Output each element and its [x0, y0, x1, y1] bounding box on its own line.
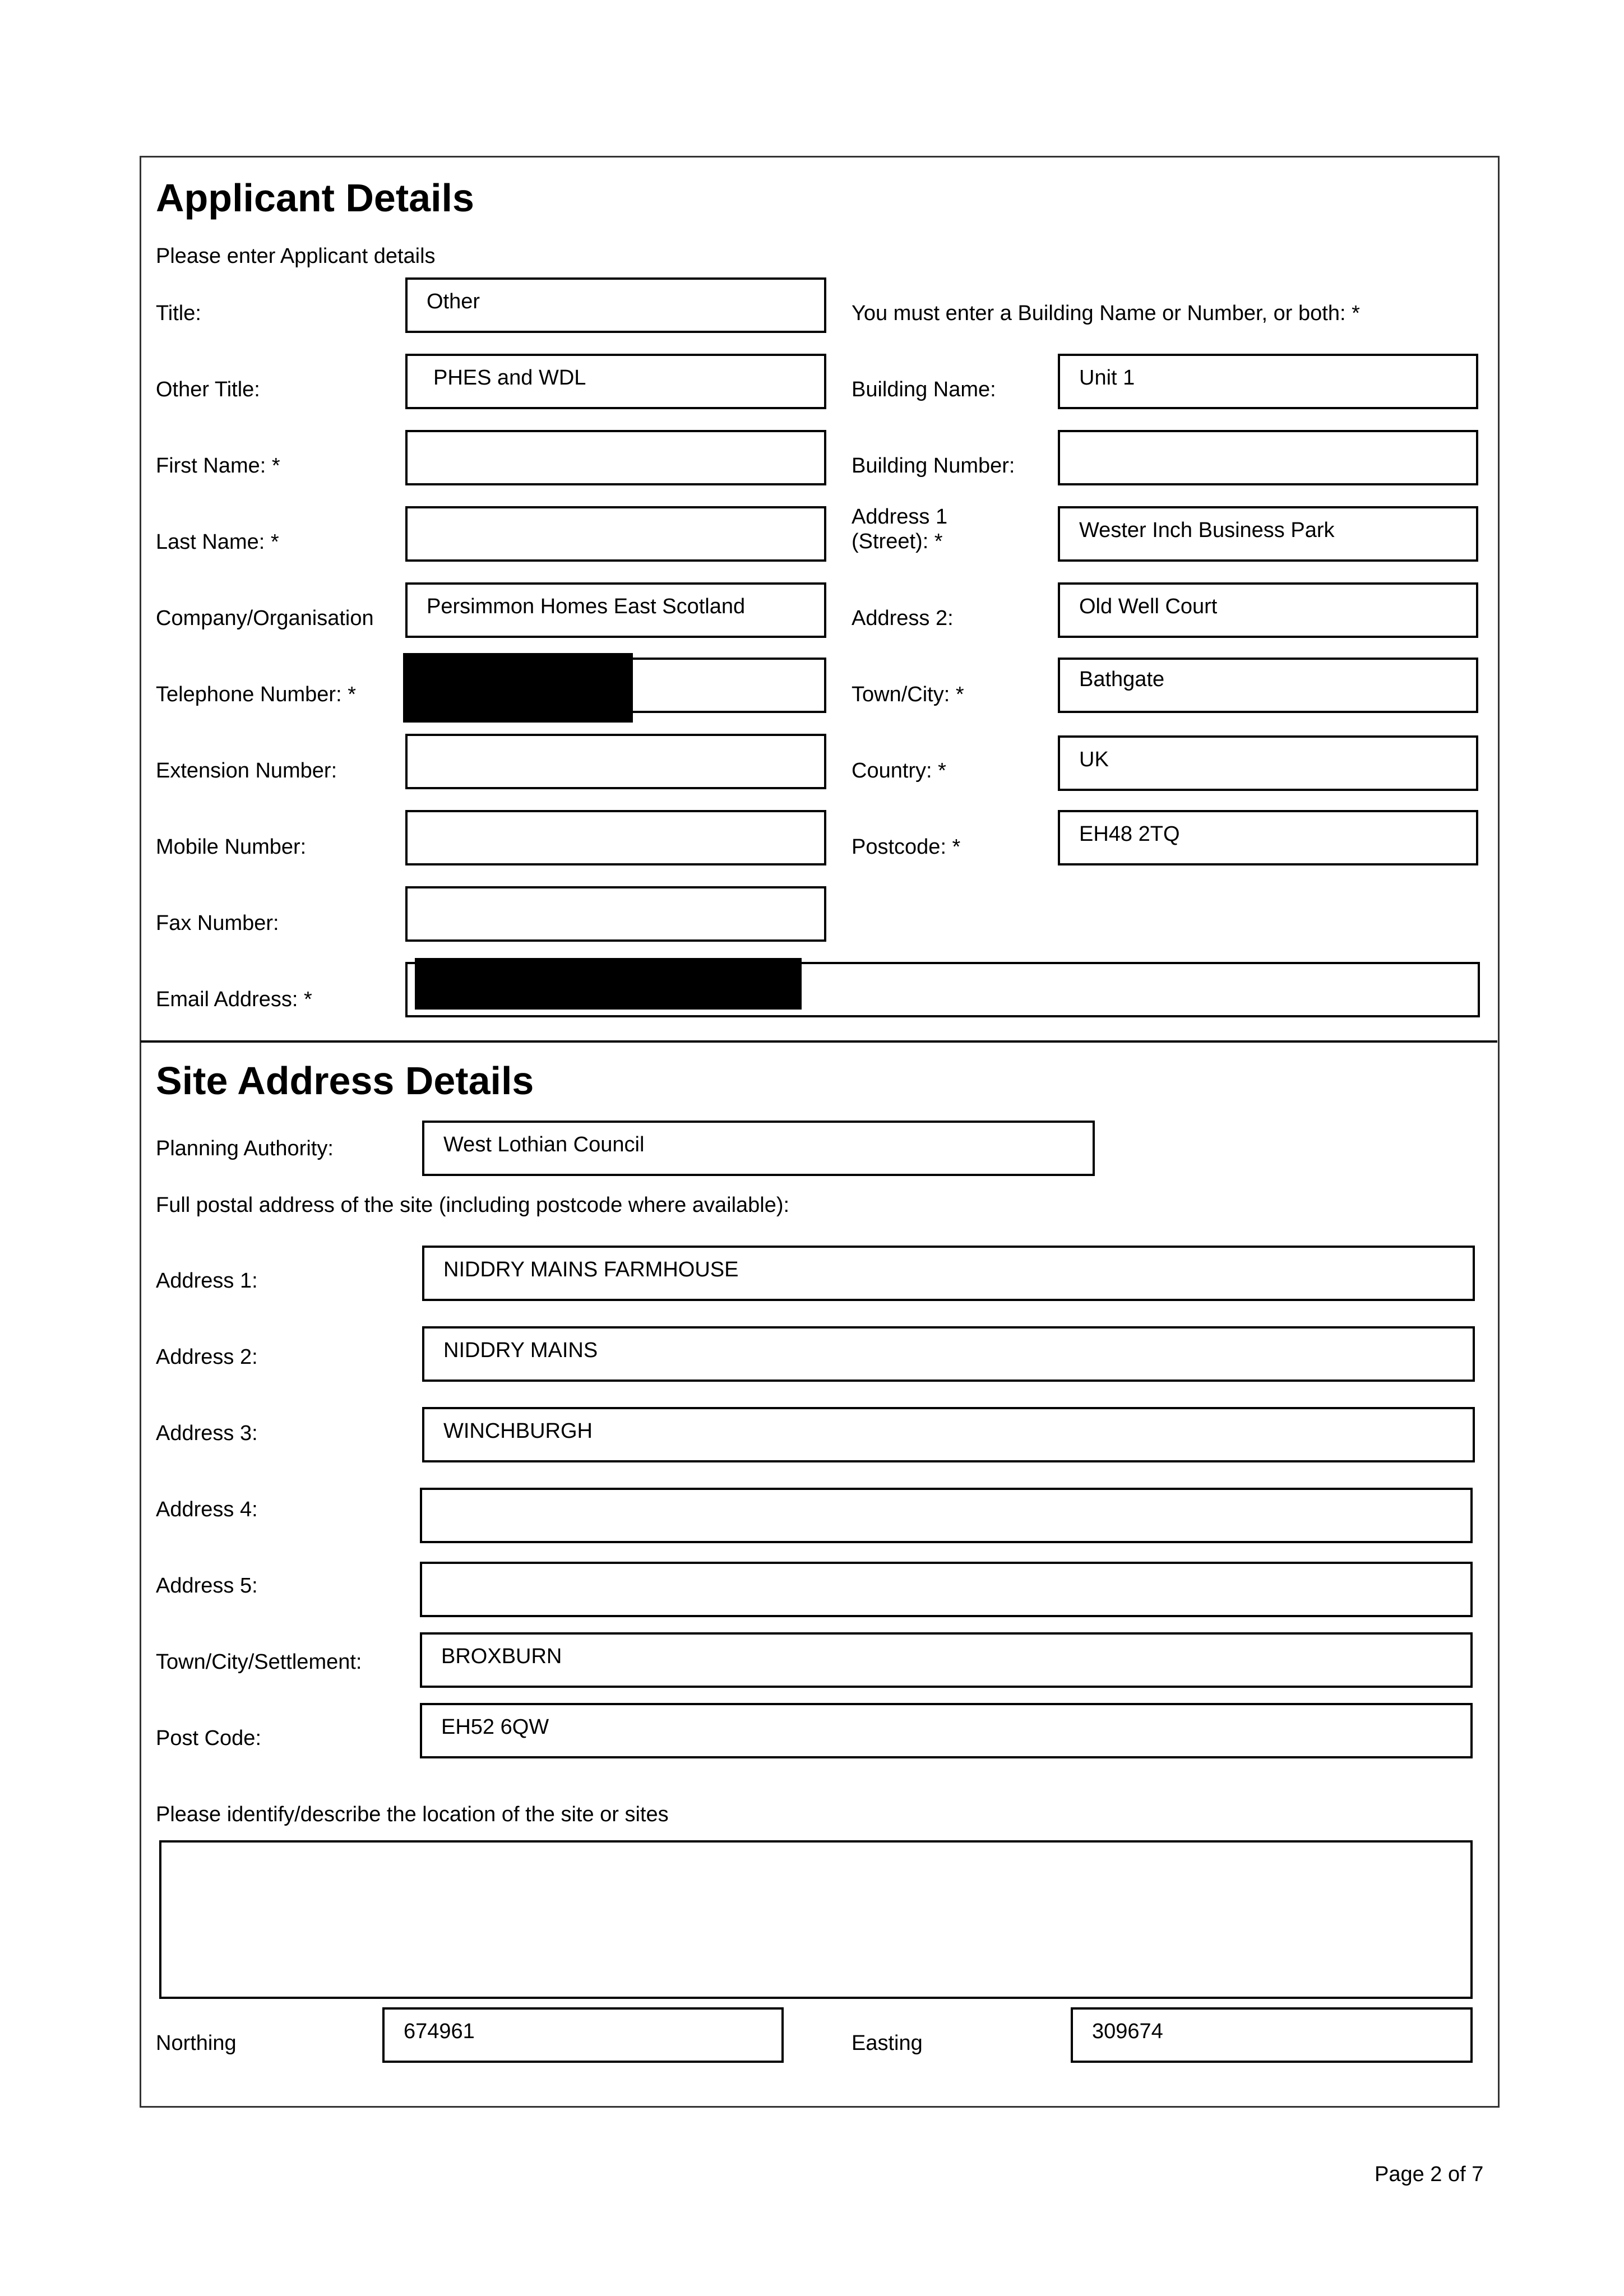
site-address2-label: Address 2:: [156, 1345, 258, 1369]
site-address1-label: Address 1:: [156, 1269, 258, 1293]
building-number-label: Building Number:: [852, 454, 1015, 478]
mobile-label: Mobile Number:: [156, 835, 307, 859]
easting-field[interactable]: 309674: [1071, 2007, 1473, 2063]
site-address1-field[interactable]: NIDDRY MAINS FARMHOUSE: [422, 1246, 1475, 1301]
last-name-label: Last Name: *: [156, 530, 279, 554]
postcode-label: Postcode: *: [852, 835, 961, 859]
building-name-field[interactable]: Unit 1: [1058, 354, 1478, 409]
northing-field[interactable]: 674961: [382, 2007, 784, 2063]
title-label: Title:: [156, 302, 201, 325]
town-city-label: Town/City: *: [852, 683, 964, 706]
extension-label: Extension Number:: [156, 759, 337, 783]
site-heading: Site Address Details: [156, 1059, 534, 1103]
site-address2-field[interactable]: NIDDRY MAINS: [422, 1326, 1475, 1382]
building-name-label: Building Name:: [852, 378, 996, 401]
company-label: Company/Organisation: [156, 607, 374, 630]
site-address5-field[interactable]: [420, 1562, 1473, 1617]
location-prompt: Please identify/describe the location of the site or sites: [156, 1803, 669, 1826]
first-name-field[interactable]: [405, 430, 826, 485]
planning-authority-field[interactable]: West Lothian Council: [422, 1121, 1095, 1176]
applicant-heading: Applicant Details: [156, 176, 474, 220]
address1-label: Address 1: [852, 505, 948, 529]
site-address3-label: Address 3:: [156, 1422, 258, 1445]
planning-authority-label: Planning Authority:: [156, 1137, 334, 1160]
address1-field[interactable]: Wester Inch Business Park: [1058, 506, 1478, 562]
site-postcode-label: Post Code:: [156, 1726, 261, 1750]
email-label: Email Address: *: [156, 988, 312, 1011]
page-number: Page 2 of 7: [1375, 2163, 1484, 2186]
extension-field[interactable]: [405, 734, 826, 789]
address1-label-street: (Street): *: [852, 530, 943, 553]
site-town-field[interactable]: BROXBURN: [420, 1632, 1473, 1688]
other-title-label: Other Title:: [156, 378, 260, 401]
company-field[interactable]: Persimmon Homes East Scotland: [405, 582, 826, 638]
section-divider: [141, 1040, 1497, 1043]
country-field[interactable]: UK: [1058, 735, 1478, 791]
fax-label: Fax Number:: [156, 911, 279, 935]
postcode-field[interactable]: EH48 2TQ: [1058, 810, 1478, 865]
email-redaction: [415, 958, 802, 1010]
fax-field[interactable]: [405, 886, 826, 942]
town-city-field[interactable]: Bathgate: [1058, 658, 1478, 713]
building-number-field[interactable]: [1058, 430, 1478, 485]
address2-field[interactable]: Old Well Court: [1058, 582, 1478, 638]
building-note: You must enter a Building Name or Number, or both: *: [852, 302, 1360, 325]
site-address4-label: Address 4:: [156, 1498, 258, 1521]
site-address5-label: Address 5:: [156, 1574, 258, 1598]
site-address4-field[interactable]: [420, 1488, 1473, 1543]
northing-label: Northing: [156, 2031, 237, 2055]
easting-label: Easting: [852, 2031, 923, 2055]
title-field[interactable]: Other: [405, 277, 826, 333]
location-description-field[interactable]: [159, 1840, 1473, 1999]
country-label: Country: *: [852, 759, 946, 783]
other-title-field[interactable]: PHES and WDL: [405, 354, 826, 409]
first-name-label: First Name: *: [156, 454, 280, 478]
postal-intro: Full postal address of the site (including postcode where available):: [156, 1193, 790, 1217]
site-address3-field[interactable]: WINCHBURGH: [422, 1407, 1475, 1462]
telephone-redaction: [403, 653, 633, 723]
site-postcode-field[interactable]: EH52 6QW: [420, 1703, 1473, 1758]
applicant-intro: Please enter Applicant details: [156, 244, 436, 268]
site-town-label: Town/City/Settlement:: [156, 1650, 362, 1674]
telephone-label: Telephone Number: *: [156, 683, 356, 706]
last-name-field[interactable]: [405, 506, 826, 562]
mobile-field[interactable]: [405, 810, 826, 865]
address2-label: Address 2:: [852, 607, 954, 630]
